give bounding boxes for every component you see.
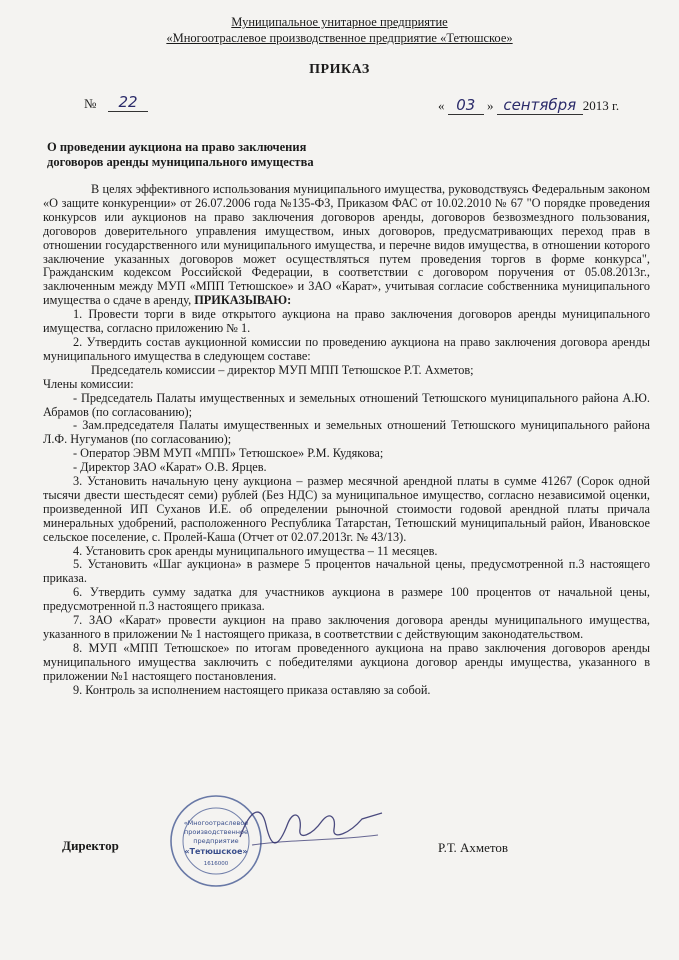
signatory-role: Директор — [62, 838, 119, 853]
item-2: 2. Утвердить состав аукционной комиссии по проведению аукциона на право заключения договора аренды муниципального имущества в следующем составе: — [43, 334, 650, 363]
signatory-name: Р.Т. Ахметов — [438, 840, 509, 855]
svg-text:«Многоотраслевое: «Многоотраслевое — [183, 819, 249, 827]
members-label: Члены комиссии: — [43, 376, 134, 391]
member-4: - Директор ЗАО «Карат» О.В. Ярцев. — [73, 460, 267, 475]
order-number-label: № — [84, 96, 97, 111]
order-body — [43, 183, 650, 698]
item-6: 6. Утвердить сумму задатка для участников аукциона в размере 100 процентов от начальной цены, предусмотренной п.3 настоящего приказа. — [43, 585, 650, 614]
order-subject: О проведении аукциона на право заключения договоров аренды муниципального имущества — [47, 140, 314, 169]
member-1: - Председатель Палаты имущественных и земельных отношений Тетюшского муниципального района А.Ю. Абрамов (по согласованию); — [43, 390, 650, 419]
svg-text:производственное: производственное — [183, 828, 249, 836]
intro-paragraph: В целях эффективного использования муниципального имущества, руководствуясь Федеральным законом «О защите конкуренции» от 26.07.2006 года №135-ФЗ, Приказом ФАС от 10.02.2010 № 67 "О порядке проведения конкурсов или аукционов на право заключения договоров аренды, договоров безвозмездного пользования, договоров доверительного управления имуществом, иных договоров, предусматривающих переход прав в отношении государственного или муниципального имущества, и перечне видов имущества, в отношении которого заключение указанных договоров может осуществляться путем проведения торгов в форме конкурса", Гражданским кодексом Российской Федерации, в соответствии с договором поручения от 05.08.2013г., заключенным между МУП «МПП Тетюшское» и ЗАО «Карат», учитывая согласие собственника муниципального имущества о сдаче в аренду, ПРИКАЗЫВАЮ: — [43, 182, 650, 308]
item-1: 1. Провести торги в виде открытого аукциона на право заключения договоров аренды муниципального имущества, согласно приложению № 1. — [43, 307, 650, 336]
order-month: сентября — [497, 96, 583, 115]
item-4: 4. Установить срок аренды муниципального имущества – 11 месяцев. — [73, 543, 438, 558]
order-day: 03 — [448, 96, 484, 115]
org-name-line-1: Муниципальное унитарное предприятие — [231, 15, 448, 29]
member-3: - Оператор ЭВМ МУП «МПП» Тетюшское» Р.М. Кудякова; — [73, 446, 384, 461]
order-number: 22 — [108, 93, 148, 112]
org-name-line-2: «Многоотраслевое производственное предприятие «Тетюшское» — [166, 31, 513, 45]
item-8: 8. МУП «МПП Тетюшское» по итогам проведенного аукциона на право заключения договоров аренды муниципального имущества заключить с победителями аукциона договор аренды имущества, указанного в приложении №1 настоящего постановления. — [43, 640, 650, 683]
document-title: ПРИКАЗ — [309, 62, 370, 77]
member-2: - Зам.председателя Палаты имущественных и земельных отношений Тетюшского муниципального района Л.Ф. Нугуманов (по согласованию); — [43, 418, 650, 447]
order-year: 2013 г. — [582, 98, 620, 113]
item-5: 5. Установить «Шаг аукциона» в размере 5 процентов начальной цены, предусмотренной п.3 настоящего приказа. — [43, 557, 650, 586]
svg-text:1616000: 1616000 — [203, 861, 229, 867]
item-7: 7. ЗАО «Карат» провести аукцион на право заключения договора аренды муниципального имущества, указанного в приложении № 1 настоящего приказа, в соответствии с действующим законодательством. — [43, 613, 650, 641]
order-date: « 03 » сентября 2013 г. — [438, 96, 620, 114]
item-9: 9. Контроль за исполнением настоящего приказа оставляю за собой. — [73, 682, 431, 697]
handwritten-signature — [232, 795, 392, 865]
svg-text:«Тетюшское»: «Тетюшское» — [184, 847, 248, 856]
svg-text:предприятие: предприятие — [193, 837, 239, 845]
item-3: 3. Установить начальную цену аукциона – размер месячной арендной платы в сумме 41267 (Сорок одной тысячи двести шестьдесят семи) рублей (Без НДС) за муниципальное имущество, согласно независимой оценки, произведенной ИП Суханов И.Е. об определении рыночной стоимости годовой арендной платы причала минеральных удобрений, расположенного Республика Татарстан, Тетюшский муниципальный район, Ивановское сельское поселение, с. Пролей-Каша (Отчет от 02.07.2013г. № 43/13). — [43, 474, 650, 544]
commission-chair: Председатель комиссии – директор МУП МПП Тетюшское Р.Т. Ахметов; — [91, 362, 474, 377]
